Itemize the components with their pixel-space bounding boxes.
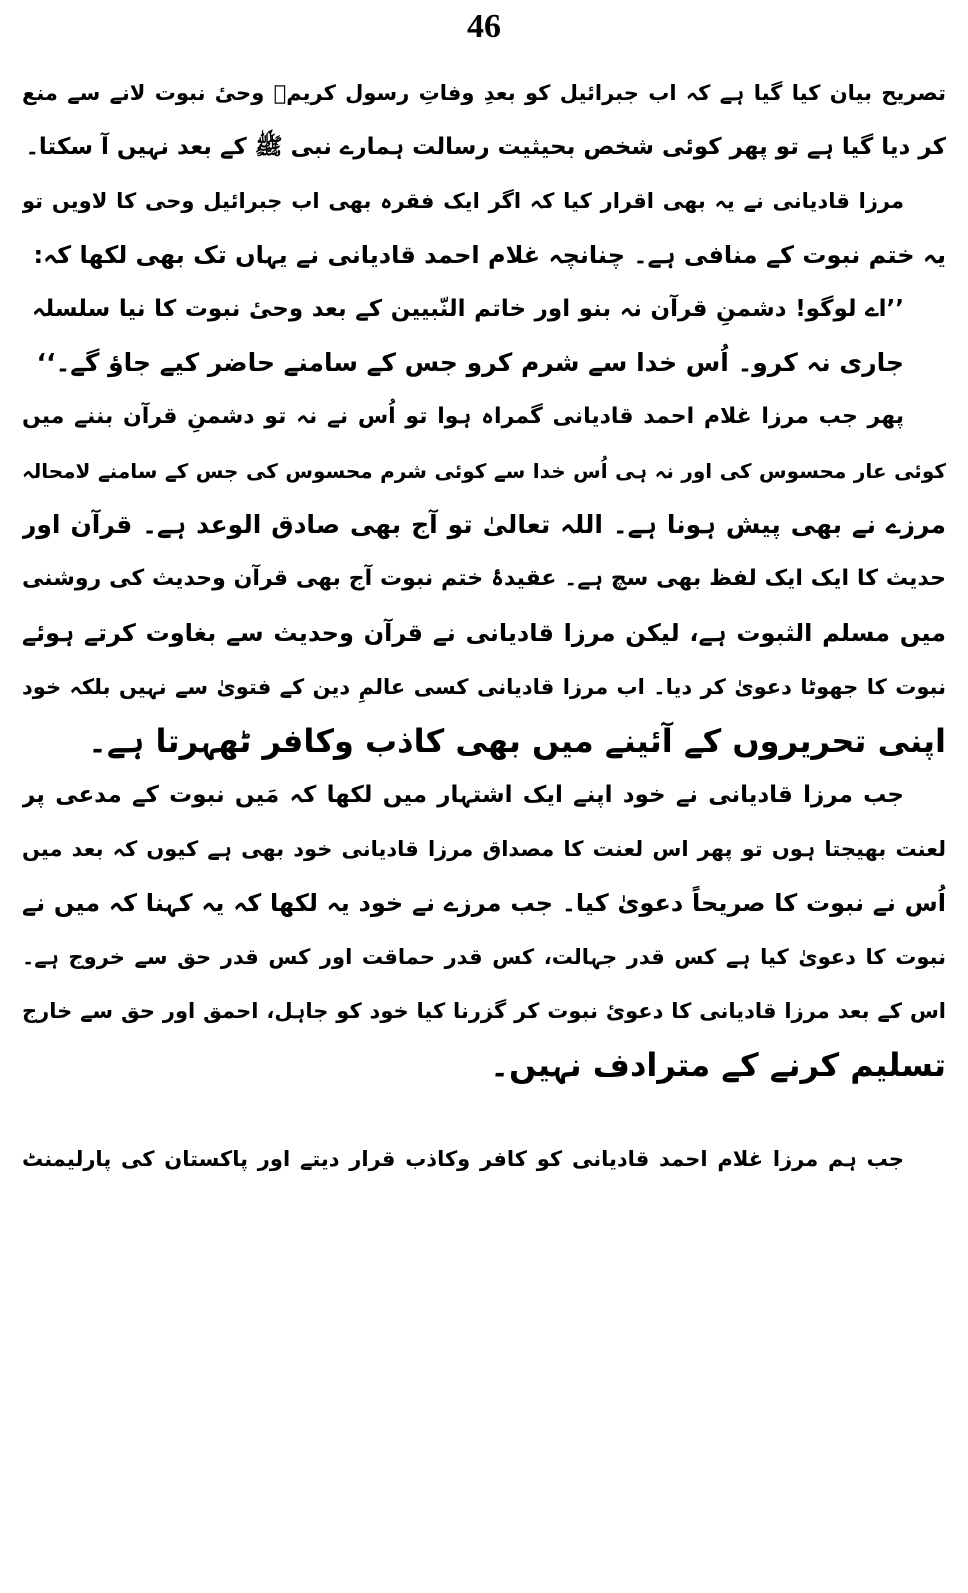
text-line: نبوت کا جھوٹا دعویٰ کر دیا۔ اب مرزا قادیانی کسی عالمِ دین کے فتویٰ سے نہیں بلکہ خود (22, 675, 946, 699)
text-line: اپنی تحریروں کے آئینے میں بھی کاذب وکافر ٹھہرتا ہے۔ (88, 722, 946, 760)
text-line: مرزا قادیانی نے یہ بھی اقرار کیا کہ اگر ایک فقرہ بھی اب جبرائیل وحی کا لاویں تو (22, 189, 904, 213)
text-line: مرزے نے بھی پیش ہونا ہے۔ اللہ تعالیٰ تو آج بھی صادق الوعد ہے۔ قرآن اور (22, 510, 946, 539)
quote-line: ’’اے لوگو! دشمنِ قرآن نہ بنو اور خاتم النّبیین کے بعد وحیٔ نبوت کا نیا سلسلہ (32, 296, 904, 322)
text-line: اُس نے نبوت کا صریحاً دعویٰ کیا۔ جب مرزے نے خود یہ لکھا کہ یہ کہنا کہ میں نے (22, 889, 946, 917)
text-line: اس کے بعد مرزا قادیانی کا دعویٔ نبوت کر گزرنا کیا خود کو جاہل، احمق اور حق سے خارج (22, 999, 946, 1023)
text-line: میں مسلم الثبوت ہے، لیکن مرزا قادیانی نے قرآن وحدیث سے بغاوت کرتے ہوئے (22, 619, 946, 647)
quote-line: جاری نہ کرو۔ اُس خدا سے شرم کرو جس کے سامنے حاضر کیے جاؤ گے۔‘‘ (36, 348, 904, 377)
text-line: جب مرزا قادیانی نے خود اپنے ایک اشتہار میں لکھا کہ مَیں نبوت کے مدعی پر (22, 782, 904, 808)
text-line: کوئی عار محسوس کی اور نہ ہی اُس خدا سے کوئی شرم محسوس کی جس کے سامنے لامحالہ (22, 459, 946, 483)
page-body-text (22, 66, 946, 1186)
text-line: لعنت بھیجتا ہوں تو پھر اس لعنت کا مصداق مرزا قادیانی خود بھی ہے کیوں کہ بعد میں (22, 837, 946, 861)
text-line: تصریح بیان کیا گیا ہے کہ اب جبرائیل کو بعدِ وفاتِ رسول کریمؐ وحیٔ نبوت لانے سے منع (22, 81, 946, 105)
text-line: نبوت کا دعویٰ کیا ہے کس قدر جہالت، کس قدر حماقت اور کس قدر حق سے خروج ہے۔ (22, 945, 946, 969)
paragraph-gap (22, 1092, 946, 1132)
page-number: 46 (467, 8, 501, 45)
text-line: کر دیا گیا ہے تو پھر کوئی شخص بحیثیت رسالت ہمارے نبی ﷺ کے بعد نہیں آ سکتا۔ (25, 134, 946, 160)
text-line: جب ہم مرزا غلام احمد قادیانی کو کافر وکاذب قرار دیتے اور پاکستان کی پارلیمنٹ (22, 1147, 904, 1171)
text-line: یہ ختم نبوت کے منافی ہے۔ چنانچہ غلام احمد قادیانی نے یہاں تک بھی لکھا کہ: (33, 241, 946, 269)
text-line: تسلیم کرنے کے مترادف نہیں۔ (490, 1046, 946, 1084)
text-line: حدیث کا ایک ایک لفظ بھی سچ ہے۔ عقیدۂ ختم نبوت آج بھی قرآن وحدیث کی روشنی (22, 566, 946, 591)
text-line: پھر جب مرزا غلام احمد قادیانی گمراہ ہوا تو اُس نے نہ تو دشمنِ قرآن بننے میں (22, 404, 904, 429)
